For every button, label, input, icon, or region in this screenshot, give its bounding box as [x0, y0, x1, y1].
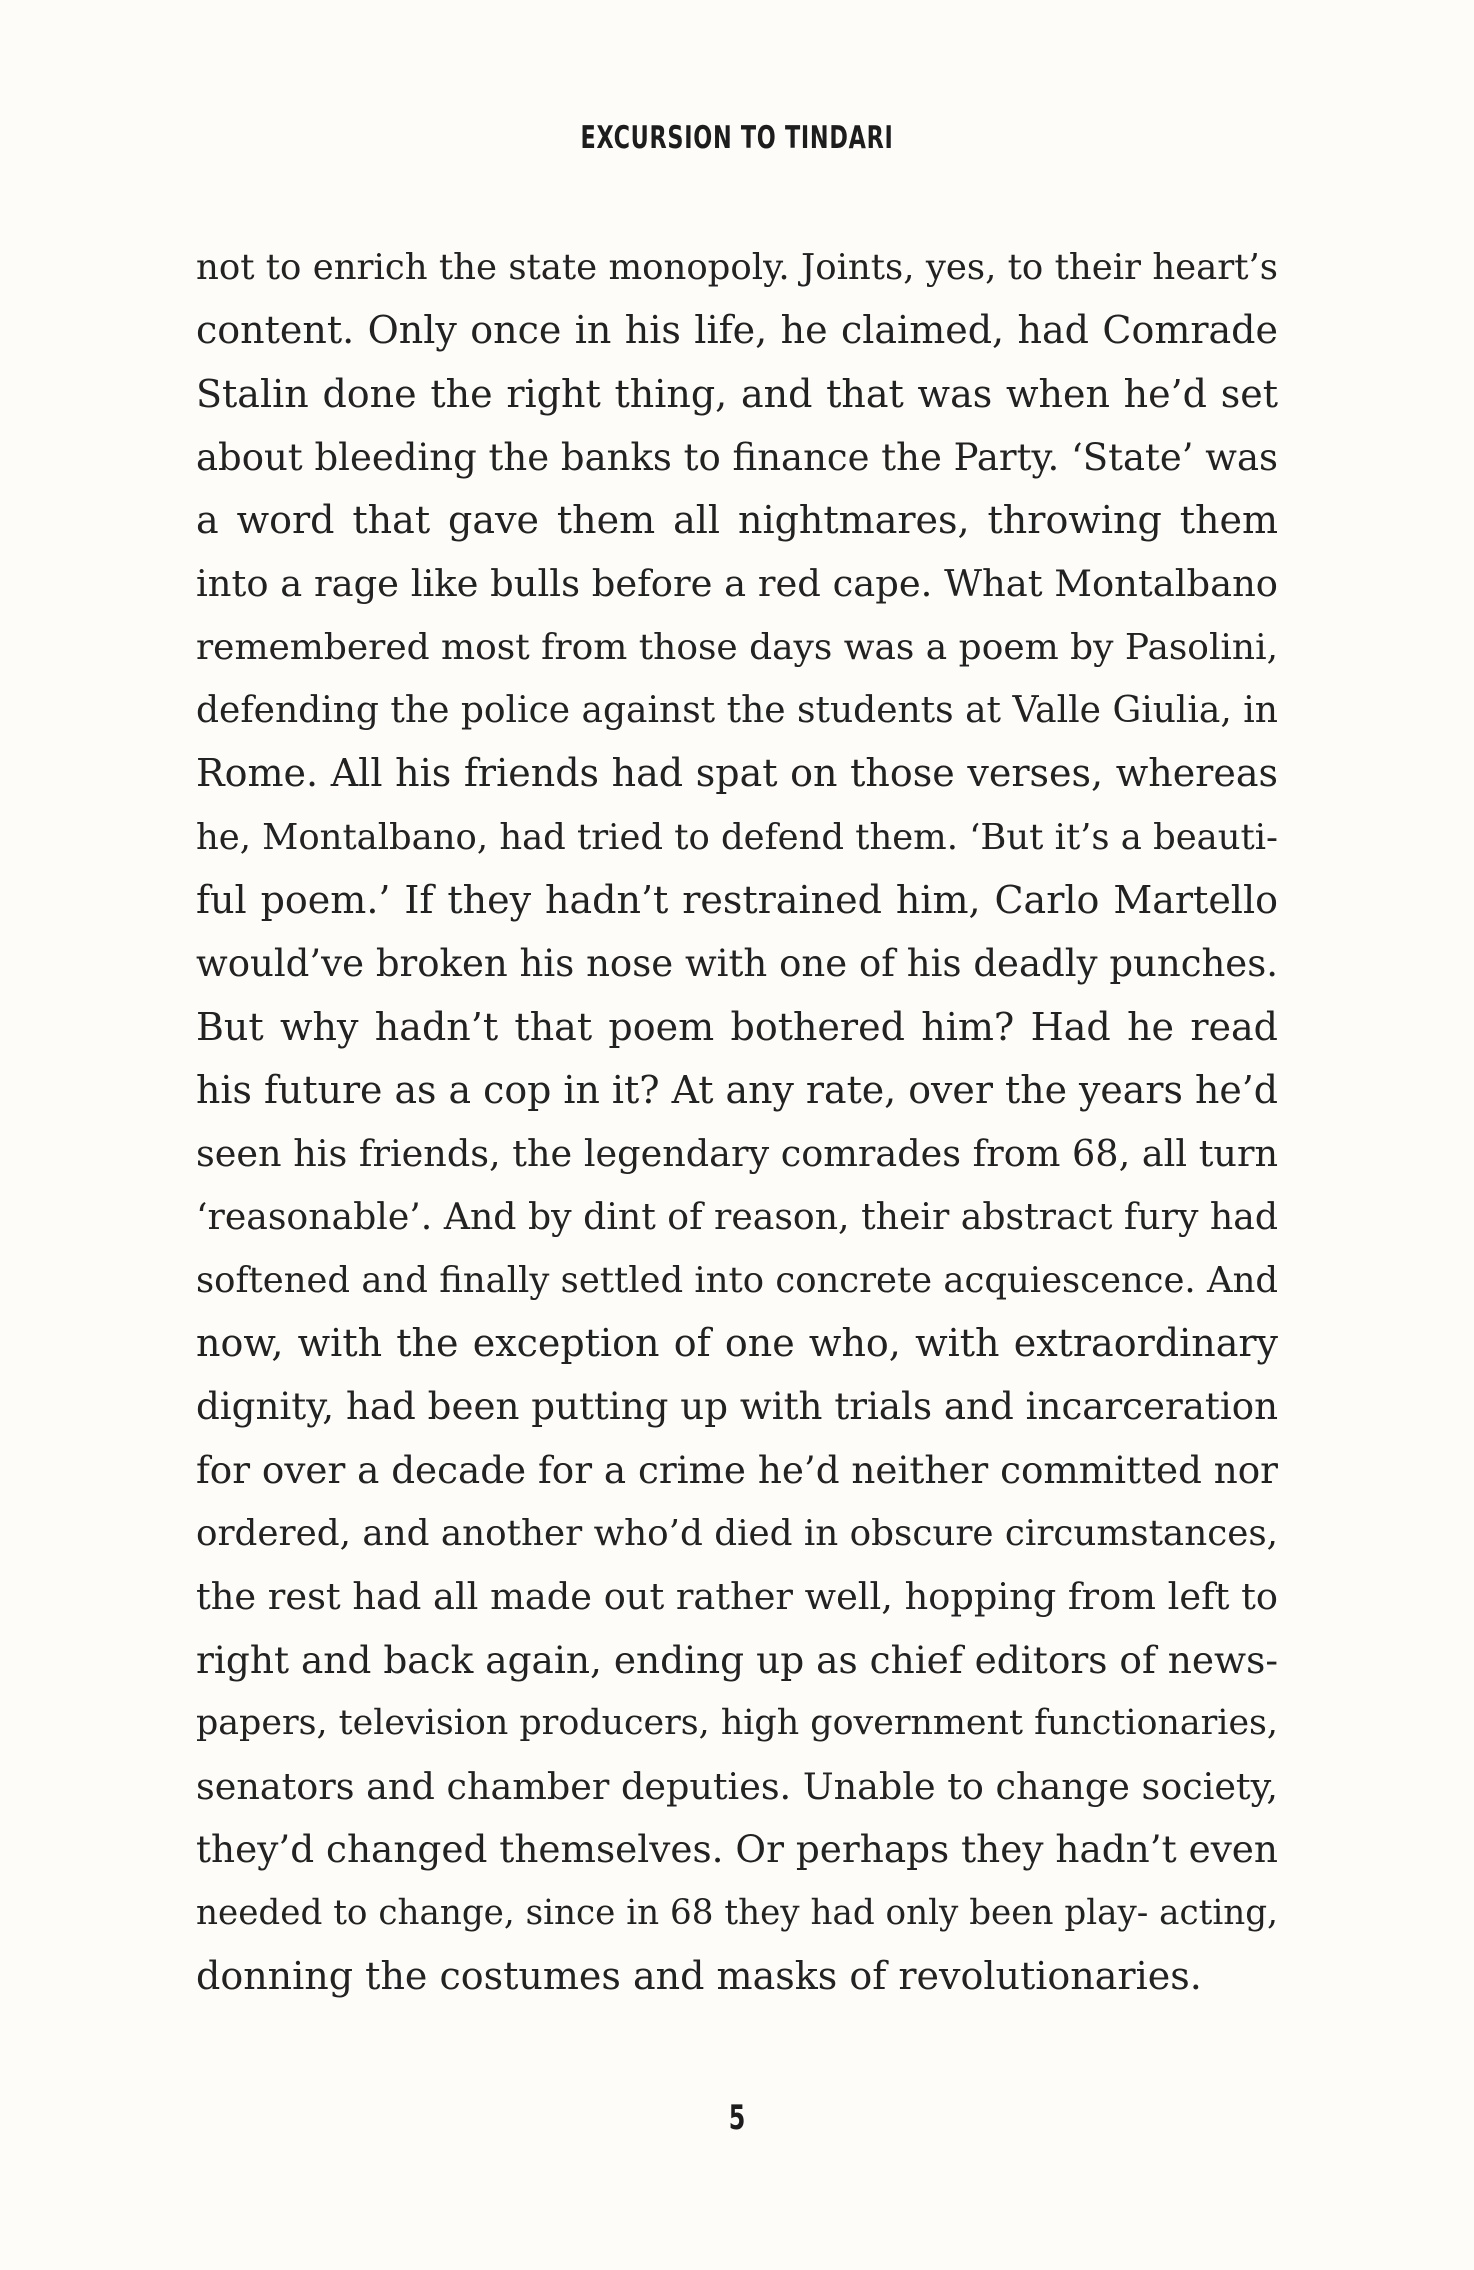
text-line-last: donning the costumes and masks of revolutionaries. — [196, 1954, 1202, 1999]
text-line: ful poem.’ If they hadn’t restrained him, Carlo Martello — [196, 877, 1278, 922]
text-line: ‘reasonable’. And by dint of reason, their abstract fury had — [196, 1195, 1278, 1239]
text-line: a word that gave them all nightmares, throwing them — [196, 498, 1278, 543]
text-line: remembered most from those days was a poem by Pasolini, — [196, 626, 1278, 668]
text-line: Rome. All his friends had spat on those verses, whereas — [196, 751, 1278, 796]
text-line: senators and chamber deputies. Unable to change society, — [196, 1765, 1278, 1809]
text-line: about bleeding the banks to finance the Party. ‘State’ was — [196, 435, 1278, 479]
text-line: now, with the exception of one who, with extraordinary — [196, 1321, 1278, 1366]
text-line: into a rage like bulls before a red cape. What Montalbano — [196, 562, 1278, 606]
running-head: EXCURSION TO TINDARI — [580, 120, 894, 156]
text-line: ordered, and another who’d died in obscure circumstances, — [196, 1512, 1278, 1554]
text-line: right and back again, ending up as chief editors of news- — [196, 1637, 1278, 1682]
text-line: not to enrich the state monopoly. Joints, yes, to their heart’s — [196, 247, 1278, 288]
text-line: for over a decade for a crime he’d neither committed nor — [196, 1447, 1278, 1492]
text-line: he, Montalbano, had tried to defend them. ‘But it’s a beauti- — [196, 816, 1278, 858]
text-line: content. Only once in his life, he claimed, had Comrade — [196, 308, 1278, 353]
text-line: softened and finally settled into concrete acquiescence. And — [196, 1259, 1278, 1301]
text-line: Stalin done the right thing, and that was when he’d set — [196, 371, 1278, 416]
text-line: papers, television producers, high government functionaries, — [196, 1702, 1278, 1743]
text-line: But why hadn’t that poem bothered him? Had he read — [196, 1004, 1278, 1049]
body-text — [196, 236, 1278, 2008]
text-line: would’ve broken his nose with one of his deadly punches. — [196, 942, 1278, 986]
text-line: dignity, had been putting up with trials and incarceration — [196, 1384, 1278, 1429]
text-line: seen his friends, the legendary comrades from 68, all turn — [196, 1132, 1278, 1176]
text-line: they’d changed themselves. Or perhaps they hadn’t even — [196, 1827, 1278, 1872]
text-line: defending the police against the students at Valle Giulia, in — [196, 690, 1278, 732]
text-line: needed to change, since in 68 they had only been play- acting, — [196, 1892, 1278, 1933]
text-line: his future as a cop in it? At any rate, over the years he’d — [196, 1067, 1278, 1112]
text-line: the rest had all made out rather well, hopping from left to — [196, 1575, 1278, 1619]
page-number: 5 — [728, 2098, 746, 2138]
